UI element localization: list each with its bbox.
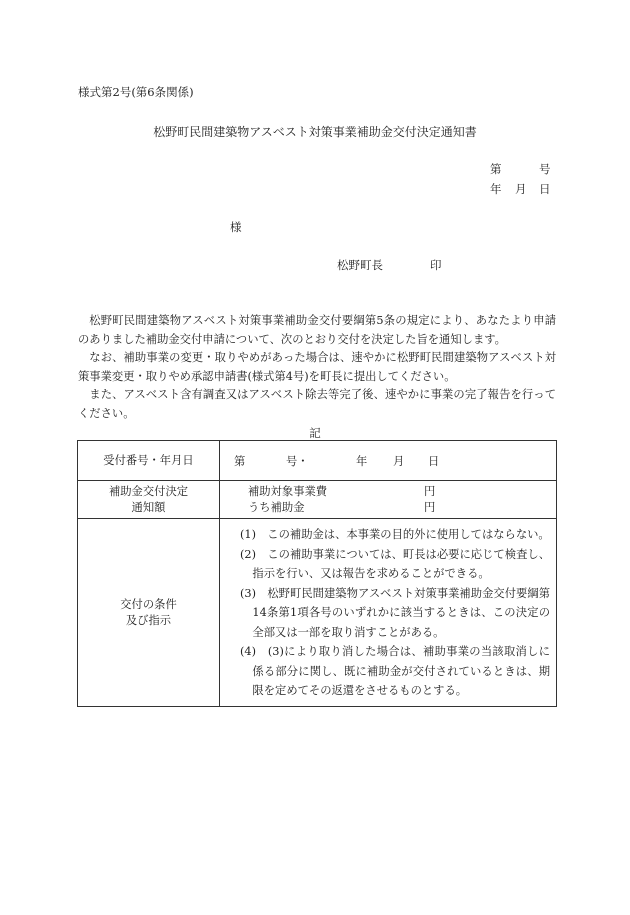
amount-item-subsidy: うち補助金 (248, 501, 305, 514)
ki-heading: 記 (309, 426, 321, 440)
body-paragraph-2: なお、補助事業の変更・取りやめがあった場合は、速やかに松野町民間建築物アスベスト対策事業変更・取りやめ承認申請書(様式第4号)を町長に提出してください。 (78, 351, 556, 383)
doc-number-dai: 第 (490, 162, 502, 176)
conditions-label-line1: 交付の条件 (120, 597, 177, 611)
date-month-label: 月 (515, 182, 527, 196)
receipt-value (220, 441, 557, 481)
receipt-year: 年 (356, 455, 368, 468)
conditions-value (220, 519, 557, 707)
condition-item: (3) 松野町民間建築物アスベスト対策事業補助金交付要綱第14条第1項各号のいずれかに該当するときは、この決定の全部又は一部を取り消すことがある。 (240, 586, 550, 639)
amount-label-line2: 通知額 (131, 500, 166, 514)
addressee-honorific: 様 (230, 220, 242, 234)
condition-item: (1) この補助金は、本事業の目的外に使用してはならない。 (240, 528, 550, 542)
issuer-seal: 印 (430, 258, 442, 272)
doc-number-go: 号 (539, 162, 551, 176)
receipt-go: 号・ (286, 455, 309, 468)
date-day-label: 日 (539, 182, 551, 196)
date-year-label: 年 (490, 182, 502, 196)
amount-label (78, 481, 220, 519)
document-title: 松野町民間建築物アスベスト対策事業補助金交付決定通知書 (153, 125, 477, 139)
conditions-label-line2: 及び指示 (125, 613, 172, 627)
receipt-label: 受付番号・年月日 (78, 441, 220, 481)
issuer-name: 松野町長 (337, 258, 383, 272)
condition-item: (2) この補助事業については、町長は必要に応じて検査し、指示を行い、又は報告を求めることができる。 (240, 547, 550, 581)
amount-item-total: 補助対象事業費 (248, 485, 328, 498)
details-table (77, 440, 557, 707)
notice-body (78, 312, 556, 424)
receipt-dai: 第 (234, 455, 246, 468)
table-row-receipt (78, 441, 557, 481)
table-row-amount (78, 481, 557, 519)
table-row-conditions (78, 519, 557, 707)
receipt-month: 月 (393, 455, 405, 468)
condition-item: (4) (3)により取り消した場合は、補助事業の当該取消しに係る部分に関し、既に補助金が交付されているときは、期限を定めてその返還をさせるものとする。 (240, 645, 550, 698)
amount-value (220, 481, 557, 519)
body-paragraph-3: また、アスベスト含有調査又はアスベスト除去等完了後、速やかに事業の完了報告を行ってください。 (78, 388, 556, 420)
conditions-label (78, 519, 220, 707)
amount-yen-total: 円 (424, 485, 436, 498)
form-number: 様式第2号(第6条関係) (78, 85, 194, 99)
amount-label-line1: 補助金交付決定 (108, 484, 189, 498)
receipt-day: 日 (428, 455, 440, 468)
amount-yen-subsidy: 円 (424, 501, 436, 514)
body-paragraph-1: 松野町民間建築物アスベスト対策事業補助金交付要綱第5条の規定により、あなたより申請のありました補助金交付申請について、次のとおり交付を決定した旨を通知します。 (78, 314, 556, 346)
